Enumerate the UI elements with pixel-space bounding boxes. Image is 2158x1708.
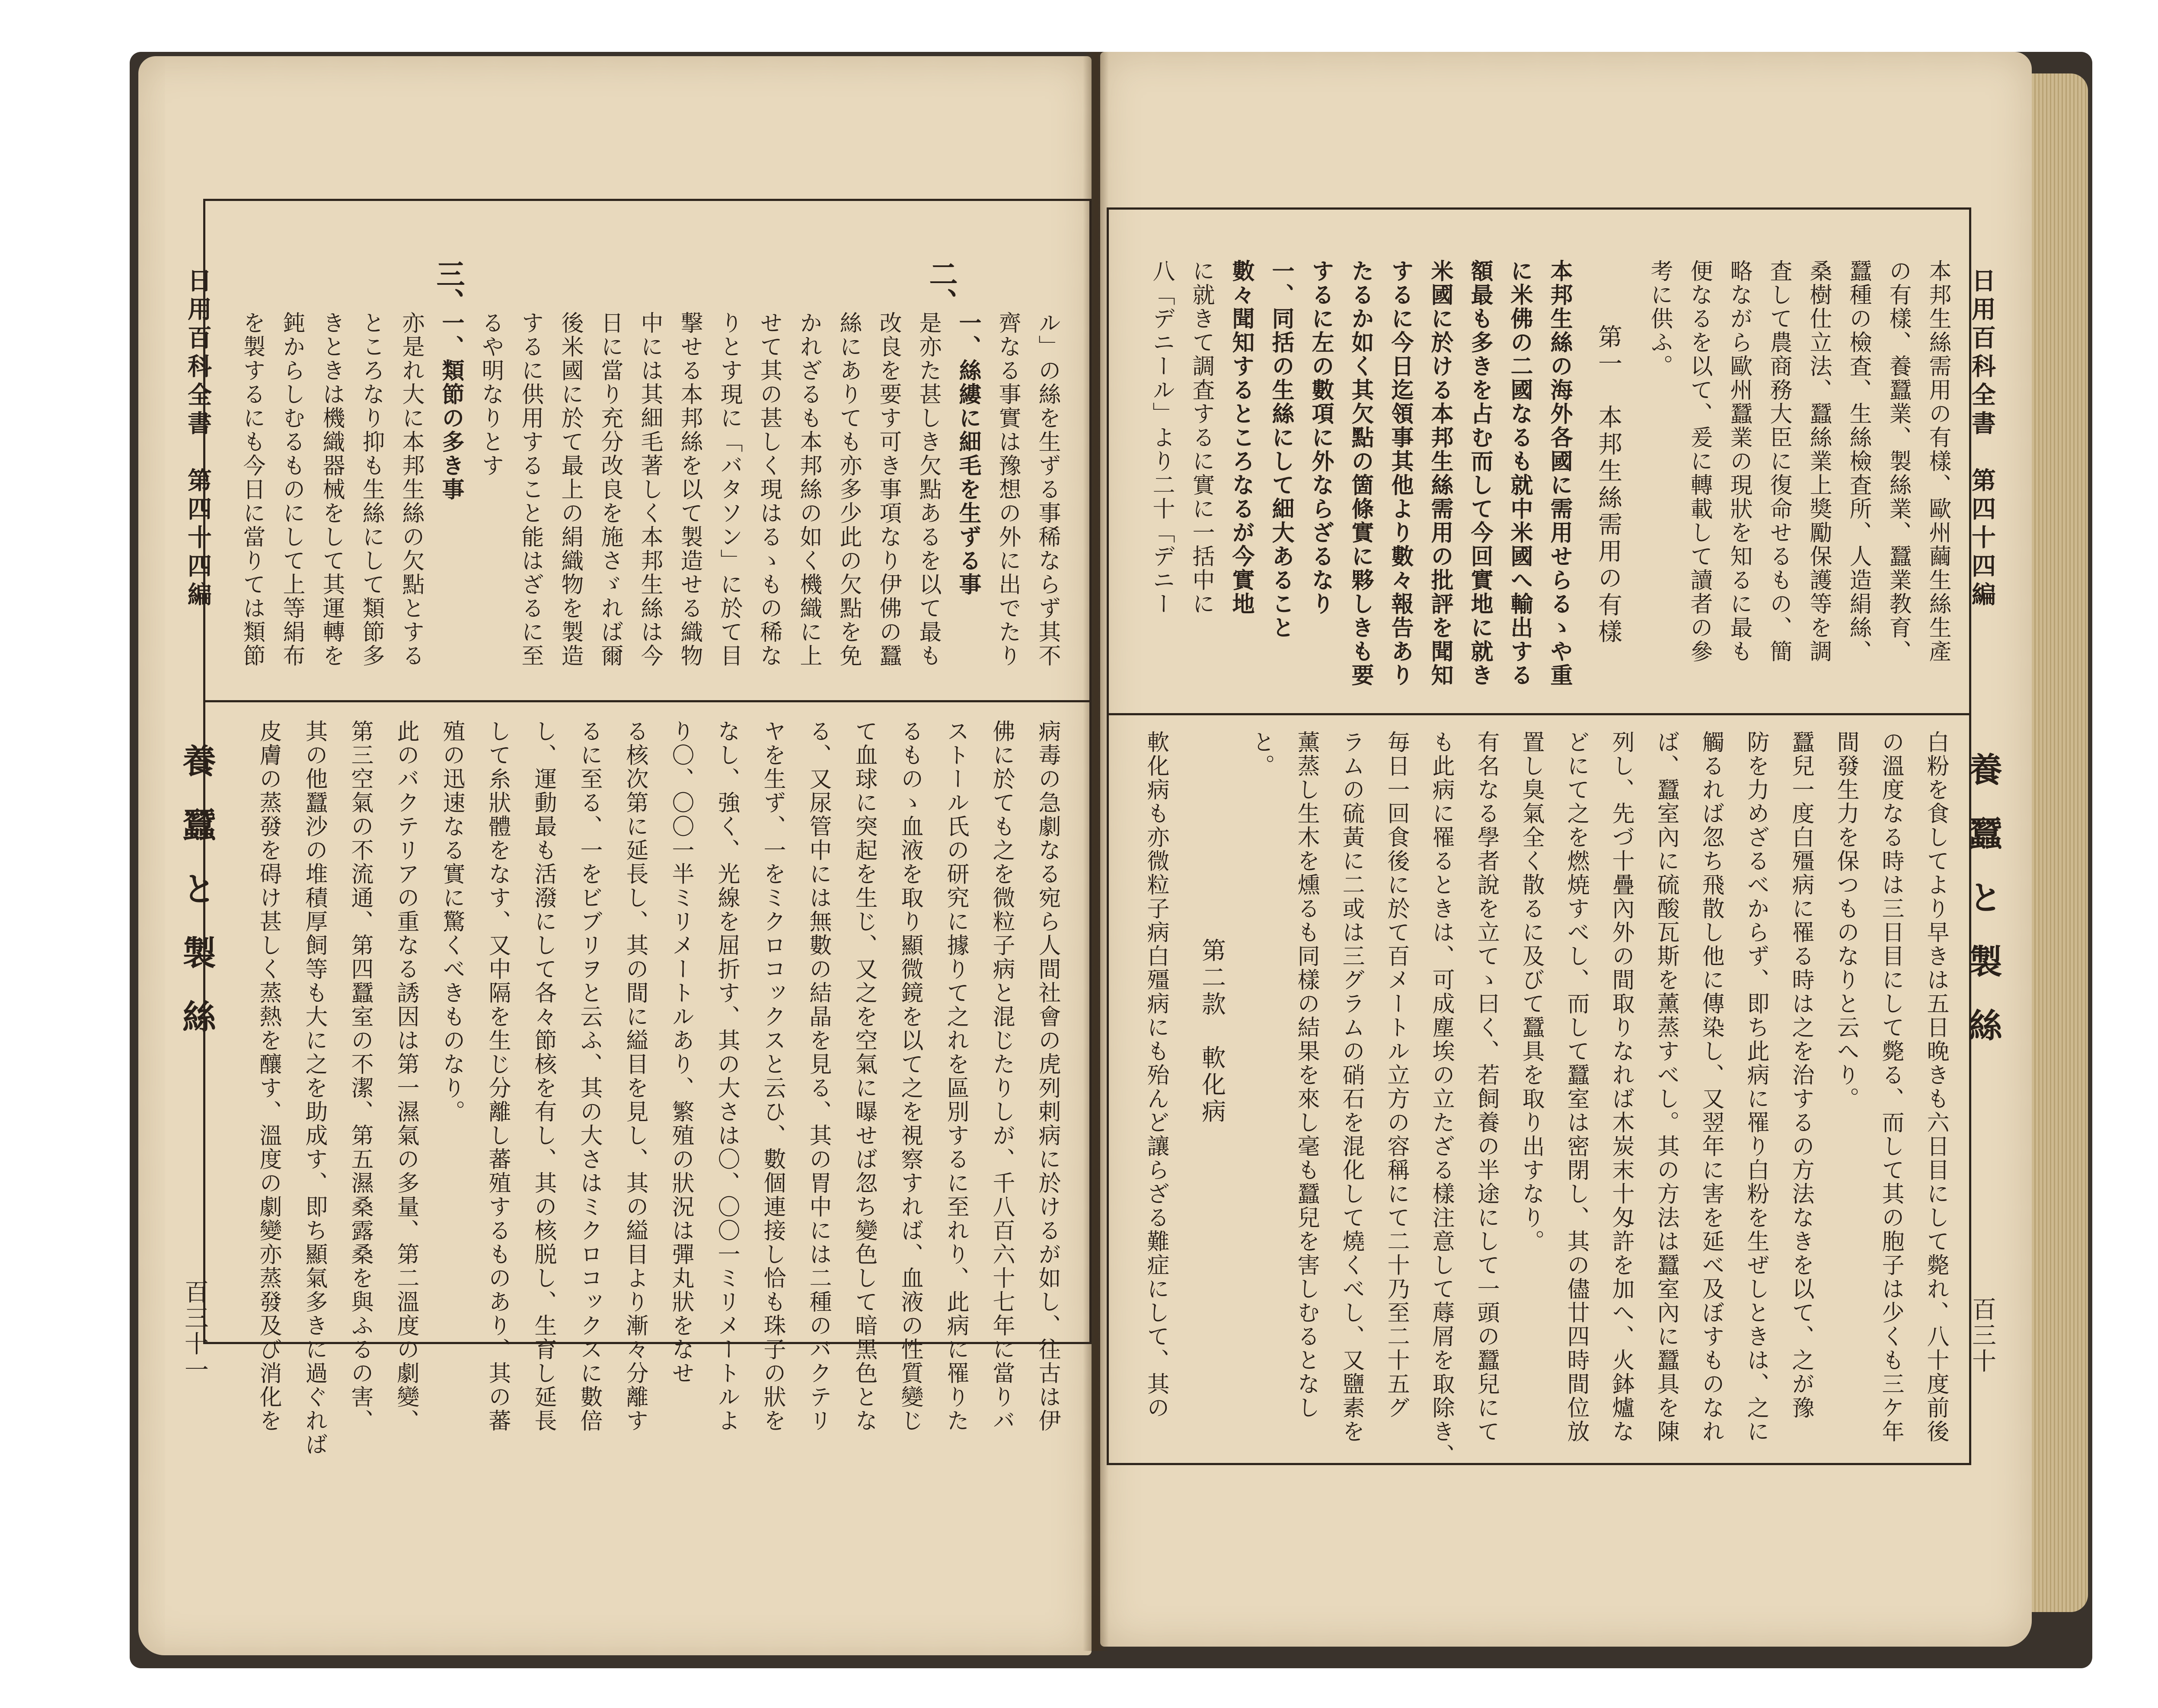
- text-line: を製するにも今日に當りては類節: [239, 311, 265, 668]
- text-line: る核次第に延長し、其の間に縊目を見し、其の縊目より漸々分離す: [622, 720, 648, 1433]
- text-line: の有樣、養蠶業、製絲業、蠶業教育、: [1885, 259, 1911, 663]
- text-line: るや明なりとす: [478, 311, 504, 478]
- left-folio: 百三十一: [181, 1279, 209, 1383]
- text-line: 改良を要す可き事項なり伊佛の蠶: [875, 311, 901, 668]
- text-line: 有名なる學者說を立てゝ曰く、若飼養の半途にして一頭の蠶兒にて: [1473, 730, 1499, 1444]
- text-line: かれざるも本邦絲の如く機織に上: [796, 311, 822, 668]
- text-line: 列し、先づ十疊內外の間取りなれば木炭末十匁許を加へ、火鉢爐な: [1608, 730, 1634, 1444]
- text-line: りとす現に「バタソン」に於て目: [716, 311, 742, 668]
- text-line: 本邦生絲の海外各國に需用せらるゝや重: [1546, 259, 1573, 687]
- text-line: 考に供ふ。: [1647, 259, 1673, 378]
- text-line: 毎日一回食後に於て百メートル立方の容稱にて二十乃至二十五グ: [1383, 730, 1409, 1420]
- text-line: 桑樹仕立法、蠶絲業上獎勵保護等を調: [1806, 259, 1832, 663]
- text-line: ル」の絲を生ずる事稀ならず其不: [1034, 311, 1060, 668]
- text-line: る、又尿管中には無數の結晶を見る、其の胃中には二種のバクテリ: [805, 720, 831, 1433]
- text-line: せて其の甚しく現はるゝもの稀な: [756, 311, 782, 668]
- text-line: 白粉を食してより早きは五日晚きも六日目にして斃れ、八十度前後: [1923, 730, 1949, 1444]
- right-section-title: 養蠶と製絲: [1963, 752, 2002, 1072]
- text-line: に就きて調査するに實に一括中に: [1188, 259, 1214, 616]
- page-edges: [2032, 73, 2088, 1612]
- right-upper-text: [1124, 259, 1954, 704]
- text-line: 此のバクテリアの重なる誘因は第一濕氣の多量、第二溫度の劇變、: [393, 720, 419, 1433]
- item-number-two: 二、: [924, 259, 958, 316]
- text-line: 査して農商務大臣に復命せるもの、簡: [1766, 259, 1792, 663]
- text-line: 觸るれば忽ち飛散し他に傳染し、又翌年に害を延べ及ぼすものなれ: [1698, 730, 1724, 1444]
- text-line: ラムの硫黃に二或は三グラムの硝石を混化して燒くべし、又鹽素を: [1338, 730, 1364, 1444]
- text-line: するに今日迄領事其他より數々報告あり: [1387, 259, 1414, 687]
- text-line: 中には其細毛著しく本邦生絲は今: [637, 311, 663, 668]
- text-line: 額最も多きを占む而して今回實地に就き: [1467, 259, 1493, 687]
- text-line: に米佛の二國なるも就中米國へ輸出する: [1507, 259, 1533, 687]
- text-line: るに至る、一をビブリヲと云ふ、其の大さはミクロコックスに數倍: [576, 720, 602, 1433]
- text-line: るものゝ血液を取り顯微鏡を以て之を視察すれば、血液の性質變じ: [897, 720, 923, 1433]
- text-line: 一、類節の多き事: [438, 311, 464, 501]
- text-line: ヤを生ず、一をミクロコックスと云ひ、數個連接し恰も珠子の狀を: [760, 720, 785, 1433]
- left-section-title: 養蠶と製絲: [177, 743, 216, 1063]
- text-line: たるか如く其欠點の箇條實に夥しきも要: [1347, 259, 1374, 687]
- text-line: するに供用すること能はざるに至: [517, 311, 543, 668]
- text-line: ところなり抑も生絲にして類節多: [358, 311, 384, 668]
- text-line: 佛に於ても之を微粒子病と混じたりしが、千八百六十七年に當りバ: [989, 720, 1015, 1433]
- right-folio: 百三十: [1968, 1297, 1996, 1374]
- section-heading: 第二款 軟化病: [1198, 938, 1226, 1125]
- text-line: なし、強く、光線を屈折す、其の大さは〇、〇〇一ミリメートルよ: [714, 720, 740, 1433]
- text-line: し、運動最も活潑にして各々節核を有し、其の核脱し、生育し延長: [530, 720, 556, 1433]
- text-line: 數々聞知するところなるが今實地: [1228, 259, 1255, 616]
- section-heading: 第一 本邦生絲需用の有樣: [1594, 324, 1622, 646]
- text-line: 絲にありても亦多少此の欠點を免: [836, 311, 862, 668]
- left-divider-rule: [203, 700, 1089, 702]
- text-line: するに左の數項に外ならざるなり: [1308, 259, 1334, 616]
- text-line: 便なるを以て、爰に轉載して讀者の參: [1686, 259, 1712, 663]
- text-line: 鈍からしむるものにして上等絹布: [279, 311, 305, 668]
- text-line: の溫度なる時は三日目にして斃る、而して其の胞子は少くも三ケ年: [1878, 730, 1904, 1444]
- text-line: 皮膚の蒸發を碍け甚しく蒸熱を釀す、溫度の劇變亦蒸發及び消化を: [255, 720, 281, 1433]
- text-line: 一、絲縷に細毛を生ずる事: [955, 311, 981, 596]
- text-line: 後米國に於て最上の絹織物を製造: [557, 311, 583, 668]
- text-line: 置し臭氣全く散るに及びて蠶具を取り出すなり。: [1518, 730, 1544, 1253]
- text-line: きときは機織器械をして其運轉を: [319, 311, 345, 668]
- text-line: ストール氏の研究に據りて之れを區別するに至れり、此病に罹りた: [943, 720, 969, 1433]
- text-line: 薰蒸し生木を燻るも同樣の結果を來し毫も蠶兒を害しむるとなし: [1293, 730, 1319, 1420]
- text-line: 蠶兒一度白殭病に罹る時は之を治するの方法なきを以て、之が豫: [1788, 730, 1814, 1420]
- right-divider-rule: [1107, 713, 1969, 715]
- left-lower-text: [225, 720, 1063, 1515]
- right-lower-text: [1120, 730, 1952, 1526]
- text-line: 防を力めざるべからず、即ち此病に罹り白粉を生ぜしときは、之に: [1743, 730, 1769, 1444]
- item-number-three: 三、: [431, 259, 465, 316]
- text-line: 一、同括の生絲にして細大あること: [1268, 259, 1294, 640]
- text-line: も此病に罹るときは、可成塵埃の立たざる樣注意して蓐屑を取除き、: [1428, 730, 1454, 1467]
- text-line: 蠶種の檢査、生絲檢査所、人造絹絲、: [1845, 259, 1871, 663]
- text-line: 病毒の急劇なる宛ら人間社會の虎列剌病に於けるが如し、往古は伊: [1034, 720, 1060, 1433]
- text-line: て血球に突起を生じ、又之を空氣に曝せば忽ち變色して暗黑色とな: [851, 720, 877, 1433]
- text-line: 八「デニール」より二十「デニー: [1149, 259, 1175, 616]
- text-line: 本邦生絲需用の有樣、歐州繭生絲生產: [1925, 259, 1951, 663]
- text-line: と。: [1248, 730, 1274, 778]
- left-upper-text: [225, 311, 1063, 691]
- text-line: 略ながら歐州蠶業の現狀を知るに最も: [1726, 259, 1752, 663]
- text-line: 齊なる事實は豫想の外に出でたり: [995, 311, 1021, 668]
- text-line: 殖の迅速なる實に驚くべきものなり。: [439, 720, 465, 1124]
- text-line: 間發生力を保つものなりと云へり。: [1833, 730, 1859, 1111]
- text-line: ば、蠶室內に硫酸瓦斯を薰蒸すべし。其の方法は蠶室內に蠶具を陳: [1653, 730, 1679, 1444]
- text-line: り〇、〇〇一半ミリメートルあり、繁殖の狀況は彈丸狀をなせ: [668, 720, 694, 1385]
- text-line: 米國に於ける本邦生絲需用の批評を聞知: [1427, 259, 1453, 687]
- text-line: 是亦た甚しき欠點あるを以て最も: [915, 311, 941, 668]
- text-line: 撃せる本邦絲を以て製造せる織物: [677, 311, 702, 668]
- text-line: 軟化病も亦微粒子病白殭病にも殆んど讓らざる難症にして、其の: [1143, 730, 1169, 1420]
- left-running-head: 日用百科全書 第四十四編: [184, 268, 212, 610]
- text-line: 亦是れ大に本邦生絲の欠點とする: [398, 311, 424, 668]
- text-line: 其の他蠶沙の堆積厚飼等も大に之を助成す、即ち顯氣多きに過ぐれば: [301, 720, 327, 1456]
- text-line: して糸狀體をなす、又中隔を生じ分離し蕃殖するものあり、其の蕃: [485, 720, 511, 1433]
- text-line: どにて之を燃焼すべし、而して蠶室は密閉し、其の儘廿四時間位放: [1563, 730, 1589, 1444]
- right-running-head: 日用百科全書 第四十四編: [1968, 268, 1996, 610]
- text-line: 第三空氣の不流通、第四蠶室の不潔、第五濕桑露桑を與ふるの害、: [347, 720, 373, 1433]
- text-line: 日に當り充分改良を施さゞれば爾: [597, 311, 623, 668]
